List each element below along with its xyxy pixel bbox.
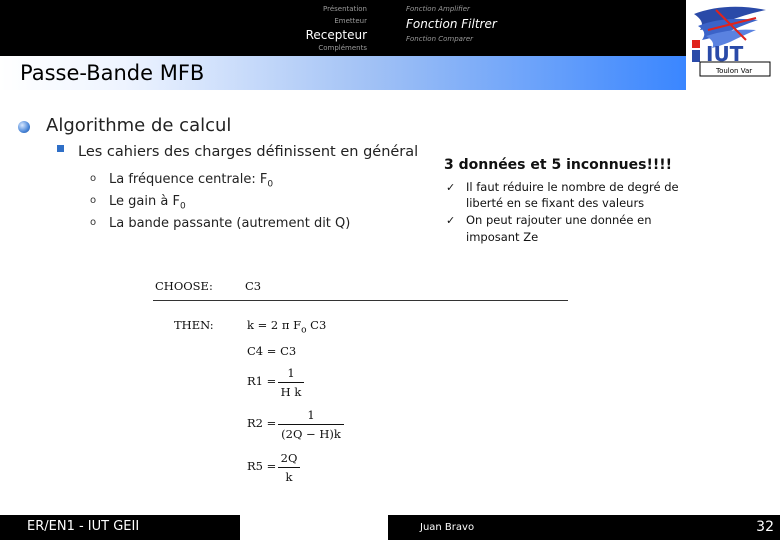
footer-author: Juan Bravo xyxy=(420,522,475,533)
nav-item-recepteur-current[interactable]: Recepteur xyxy=(305,28,367,42)
right-bullet2-line1: On peut rajouter une donnée en xyxy=(466,213,652,227)
iut-logo xyxy=(686,0,780,90)
bullet-level1: Algorithme de calcul xyxy=(46,115,232,136)
footer-course: ER/EN1 - IUT GEII xyxy=(27,519,140,534)
right-bullet1-line1: Il faut réduire le nombre de degré de xyxy=(466,180,679,194)
nav-item-emetteur[interactable]: Emetteur xyxy=(334,17,367,25)
nav-item-presentation[interactable]: Présentation xyxy=(323,5,367,13)
checkmark-icon: ✓ xyxy=(446,181,456,194)
r1-fraction: 1 H k xyxy=(278,366,304,399)
nav-item-fonction-comparer[interactable]: Fonction Comparer xyxy=(406,35,474,43)
nav-section-left xyxy=(0,0,388,56)
c4-equation: C4 = C3 xyxy=(247,344,297,358)
circle-bullet-icon: o xyxy=(90,217,97,228)
choose-label: CHOOSE: xyxy=(155,279,213,293)
list-item-centre-frequency: La fréquence centrale: $F_0$ xyxy=(109,172,274,190)
iut-logo-graphic xyxy=(686,0,780,90)
svg-text:IUT: IUT xyxy=(706,42,744,66)
square-bullet-icon xyxy=(57,145,64,152)
then-label: THEN: xyxy=(174,318,214,332)
r2-lhs: R2 = xyxy=(247,416,277,430)
data-unknowns-heading: 3 données et 5 inconnues!!!! xyxy=(444,157,673,173)
right-bullet2-line2: imposant Ze xyxy=(466,230,539,244)
right-bullet1-line2: liberté en se fixant des valeurs xyxy=(466,196,645,210)
choose-value: C3 xyxy=(245,279,262,293)
r5-fraction: 2Q k xyxy=(278,451,300,484)
list-item-bandwidth: La bande passante (autrement dit Q) xyxy=(109,216,351,231)
circle-bullet-icon: o xyxy=(90,173,97,184)
nav-section-right xyxy=(388,0,686,56)
r1-lhs: R1 = xyxy=(247,374,277,388)
bullet-level2: Les cahiers des charges définissent en général xyxy=(78,144,419,160)
k-equation: k = 2 π $F_o$ C3 xyxy=(247,318,327,336)
r2-fraction: 1 (2Q − H)k xyxy=(278,408,344,441)
nav-item-fonction-filtrer-current[interactable]: Fonction Filtrer xyxy=(406,17,497,31)
formula-divider xyxy=(153,300,568,301)
nav-item-fonction-amplifier[interactable]: Fonction Amplifier xyxy=(406,5,470,13)
svg-text:Toulon Var: Toulon Var xyxy=(716,67,753,75)
slide-title: Passe-Bande MFB xyxy=(20,61,205,85)
list-item-gain: Le gain à $F_0$ xyxy=(109,194,186,212)
nav-item-complements[interactable]: Compléments xyxy=(318,44,367,52)
checkmark-icon: ✓ xyxy=(446,214,456,227)
page-number: 32 xyxy=(756,519,774,535)
r5-lhs: R5 = xyxy=(247,459,277,473)
circle-bullet-icon: o xyxy=(90,195,97,206)
bullet-circle-icon xyxy=(18,121,30,133)
